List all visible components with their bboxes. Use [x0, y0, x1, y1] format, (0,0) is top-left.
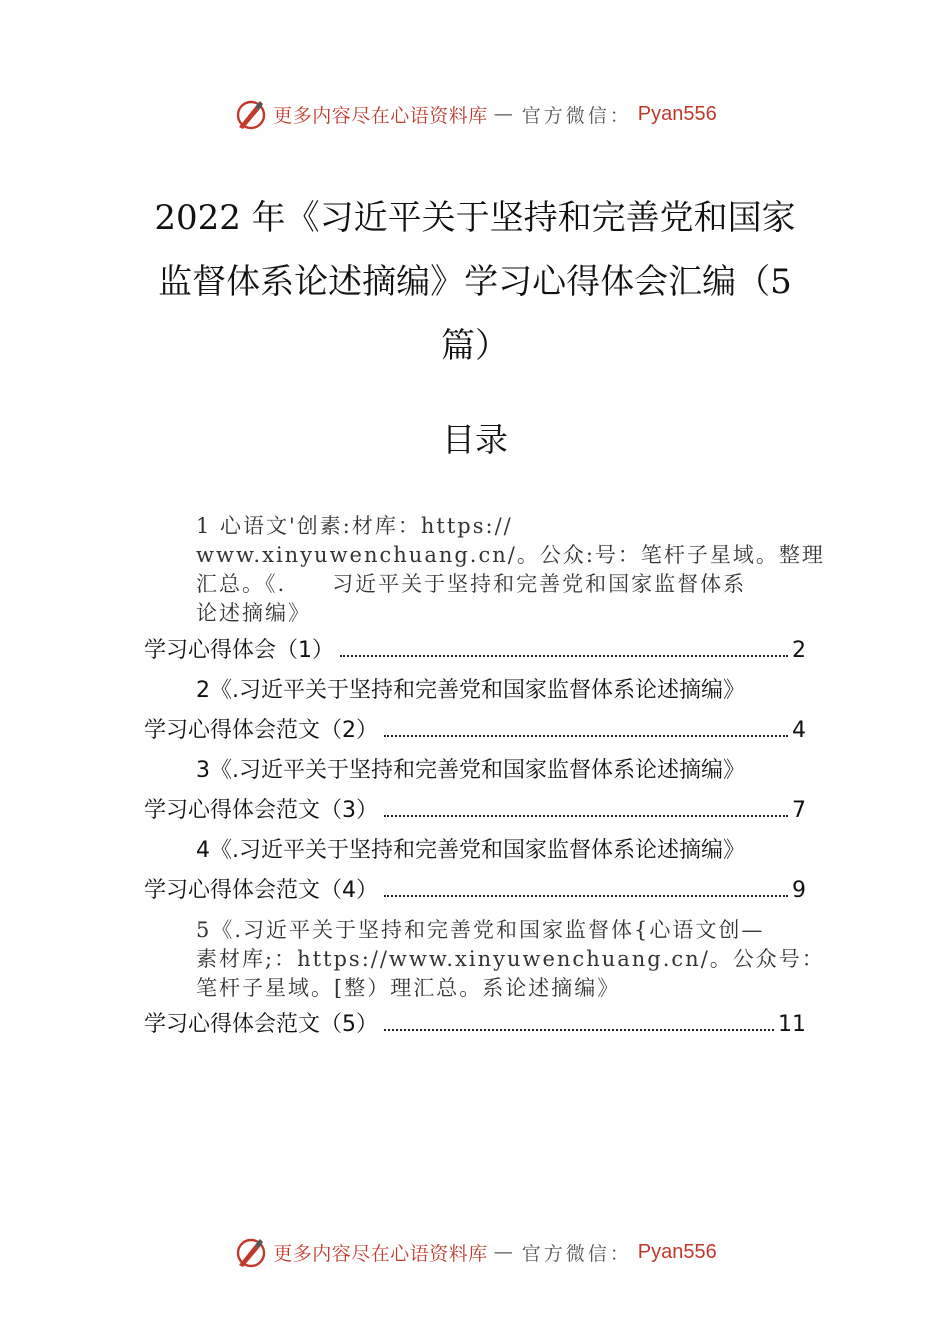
banner-sub-text: 官方微信：: [521, 1242, 632, 1265]
toc-entry-1-label: 学习心得体会（1）: [144, 638, 334, 663]
toc-entry-5-line-3: 笔杆子星域。[整）理汇总。系论述摘编》: [196, 976, 621, 1000]
toc-entry-3-row[interactable]: [144, 796, 806, 826]
banner-dash: —: [493, 1241, 516, 1263]
toc-entry-1-line-4: 论述摘编》: [196, 601, 311, 625]
toc-entry-4-page: 9: [792, 878, 806, 903]
toc-entry-1-line-2: www.xinyuwenchuang.cn/。公众:号：笔杆子星域。整理: [196, 543, 825, 567]
toc-entry-1-line-3: 汇总。《. 习近平关于坚持和完善党和国家监督体系: [196, 572, 747, 596]
toc-leader-dots: [384, 895, 788, 897]
toc-entry-1-line-1: 1 心语文'创素:材库：https://: [196, 514, 513, 538]
toc-entry-4-line[interactable]: 4《.习近平关于坚持和完善党和国家监督体系论述摘编》: [196, 838, 745, 863]
toc-entry-1-row[interactable]: [144, 636, 806, 666]
toc-entry-5-row[interactable]: [144, 1010, 806, 1040]
footer-watermark-banner: [0, 1232, 950, 1272]
toc-entry-5-label: 学习心得体会范文（5）: [144, 1012, 378, 1037]
title-line-3: 篇）: [441, 326, 509, 366]
toc-entry-4-row[interactable]: [144, 876, 806, 906]
banner-sub-text: 官方微信：: [521, 104, 632, 127]
toc-entry-4-label: 学习心得体会范文（4）: [144, 878, 378, 903]
toc-entry-5-line-1: 5《.习近平关于坚持和完善党和国家监督体{心语文创—: [196, 918, 765, 942]
toc-entry-2-row[interactable]: [144, 716, 806, 746]
toc-entry-1-page: 2: [792, 638, 806, 663]
banner-main-text: 更多内容尽在心语资料库: [273, 1242, 488, 1265]
toc-entry-2-label: 学习心得体会范文（2）: [144, 718, 378, 743]
banner-wechat-id: Pyan556: [637, 102, 717, 125]
toc-heading: 目录: [442, 420, 508, 459]
pen-logo-icon: [233, 1235, 267, 1269]
banner-dash: —: [493, 103, 516, 125]
toc-entry-3-line[interactable]: 3《.习近平关于坚持和完善党和国家监督体系论述摘编》: [196, 758, 745, 783]
toc-entry-3-page: 7: [792, 798, 806, 823]
toc-leader-dots: [384, 735, 788, 737]
toc-entry-3-label: 学习心得体会范文（3）: [144, 798, 378, 823]
toc-leader-dots: [384, 815, 788, 817]
toc-entry-5-text: [196, 916, 826, 1003]
toc-leader-dots: [384, 1029, 774, 1031]
pen-logo-icon: [233, 97, 267, 131]
toc-leader-dots: [340, 655, 788, 657]
toc-entry-1-text: [196, 512, 826, 628]
title-line-1: 2022 年《习近平关于坚持和完善党和国家: [154, 198, 796, 238]
toc-entry-5-page: 11: [778, 1012, 806, 1037]
toc-entry-5-line-2: 素材库;：https://www.xinyuwenchuang.cn/。公众号：: [196, 947, 825, 971]
toc-entry-2-line[interactable]: 2《.习近平关于坚持和完善党和国家监督体系论述摘编》: [196, 678, 745, 703]
document-title: [120, 186, 830, 378]
toc-entry-2-page: 4: [792, 718, 806, 743]
header-watermark-banner: [0, 94, 950, 134]
banner-wechat-id: Pyan556: [637, 1240, 717, 1263]
title-line-2: 监督体系论述摘编》学习心得体会汇编（5: [158, 262, 792, 302]
banner-main-text: 更多内容尽在心语资料库: [273, 104, 488, 127]
